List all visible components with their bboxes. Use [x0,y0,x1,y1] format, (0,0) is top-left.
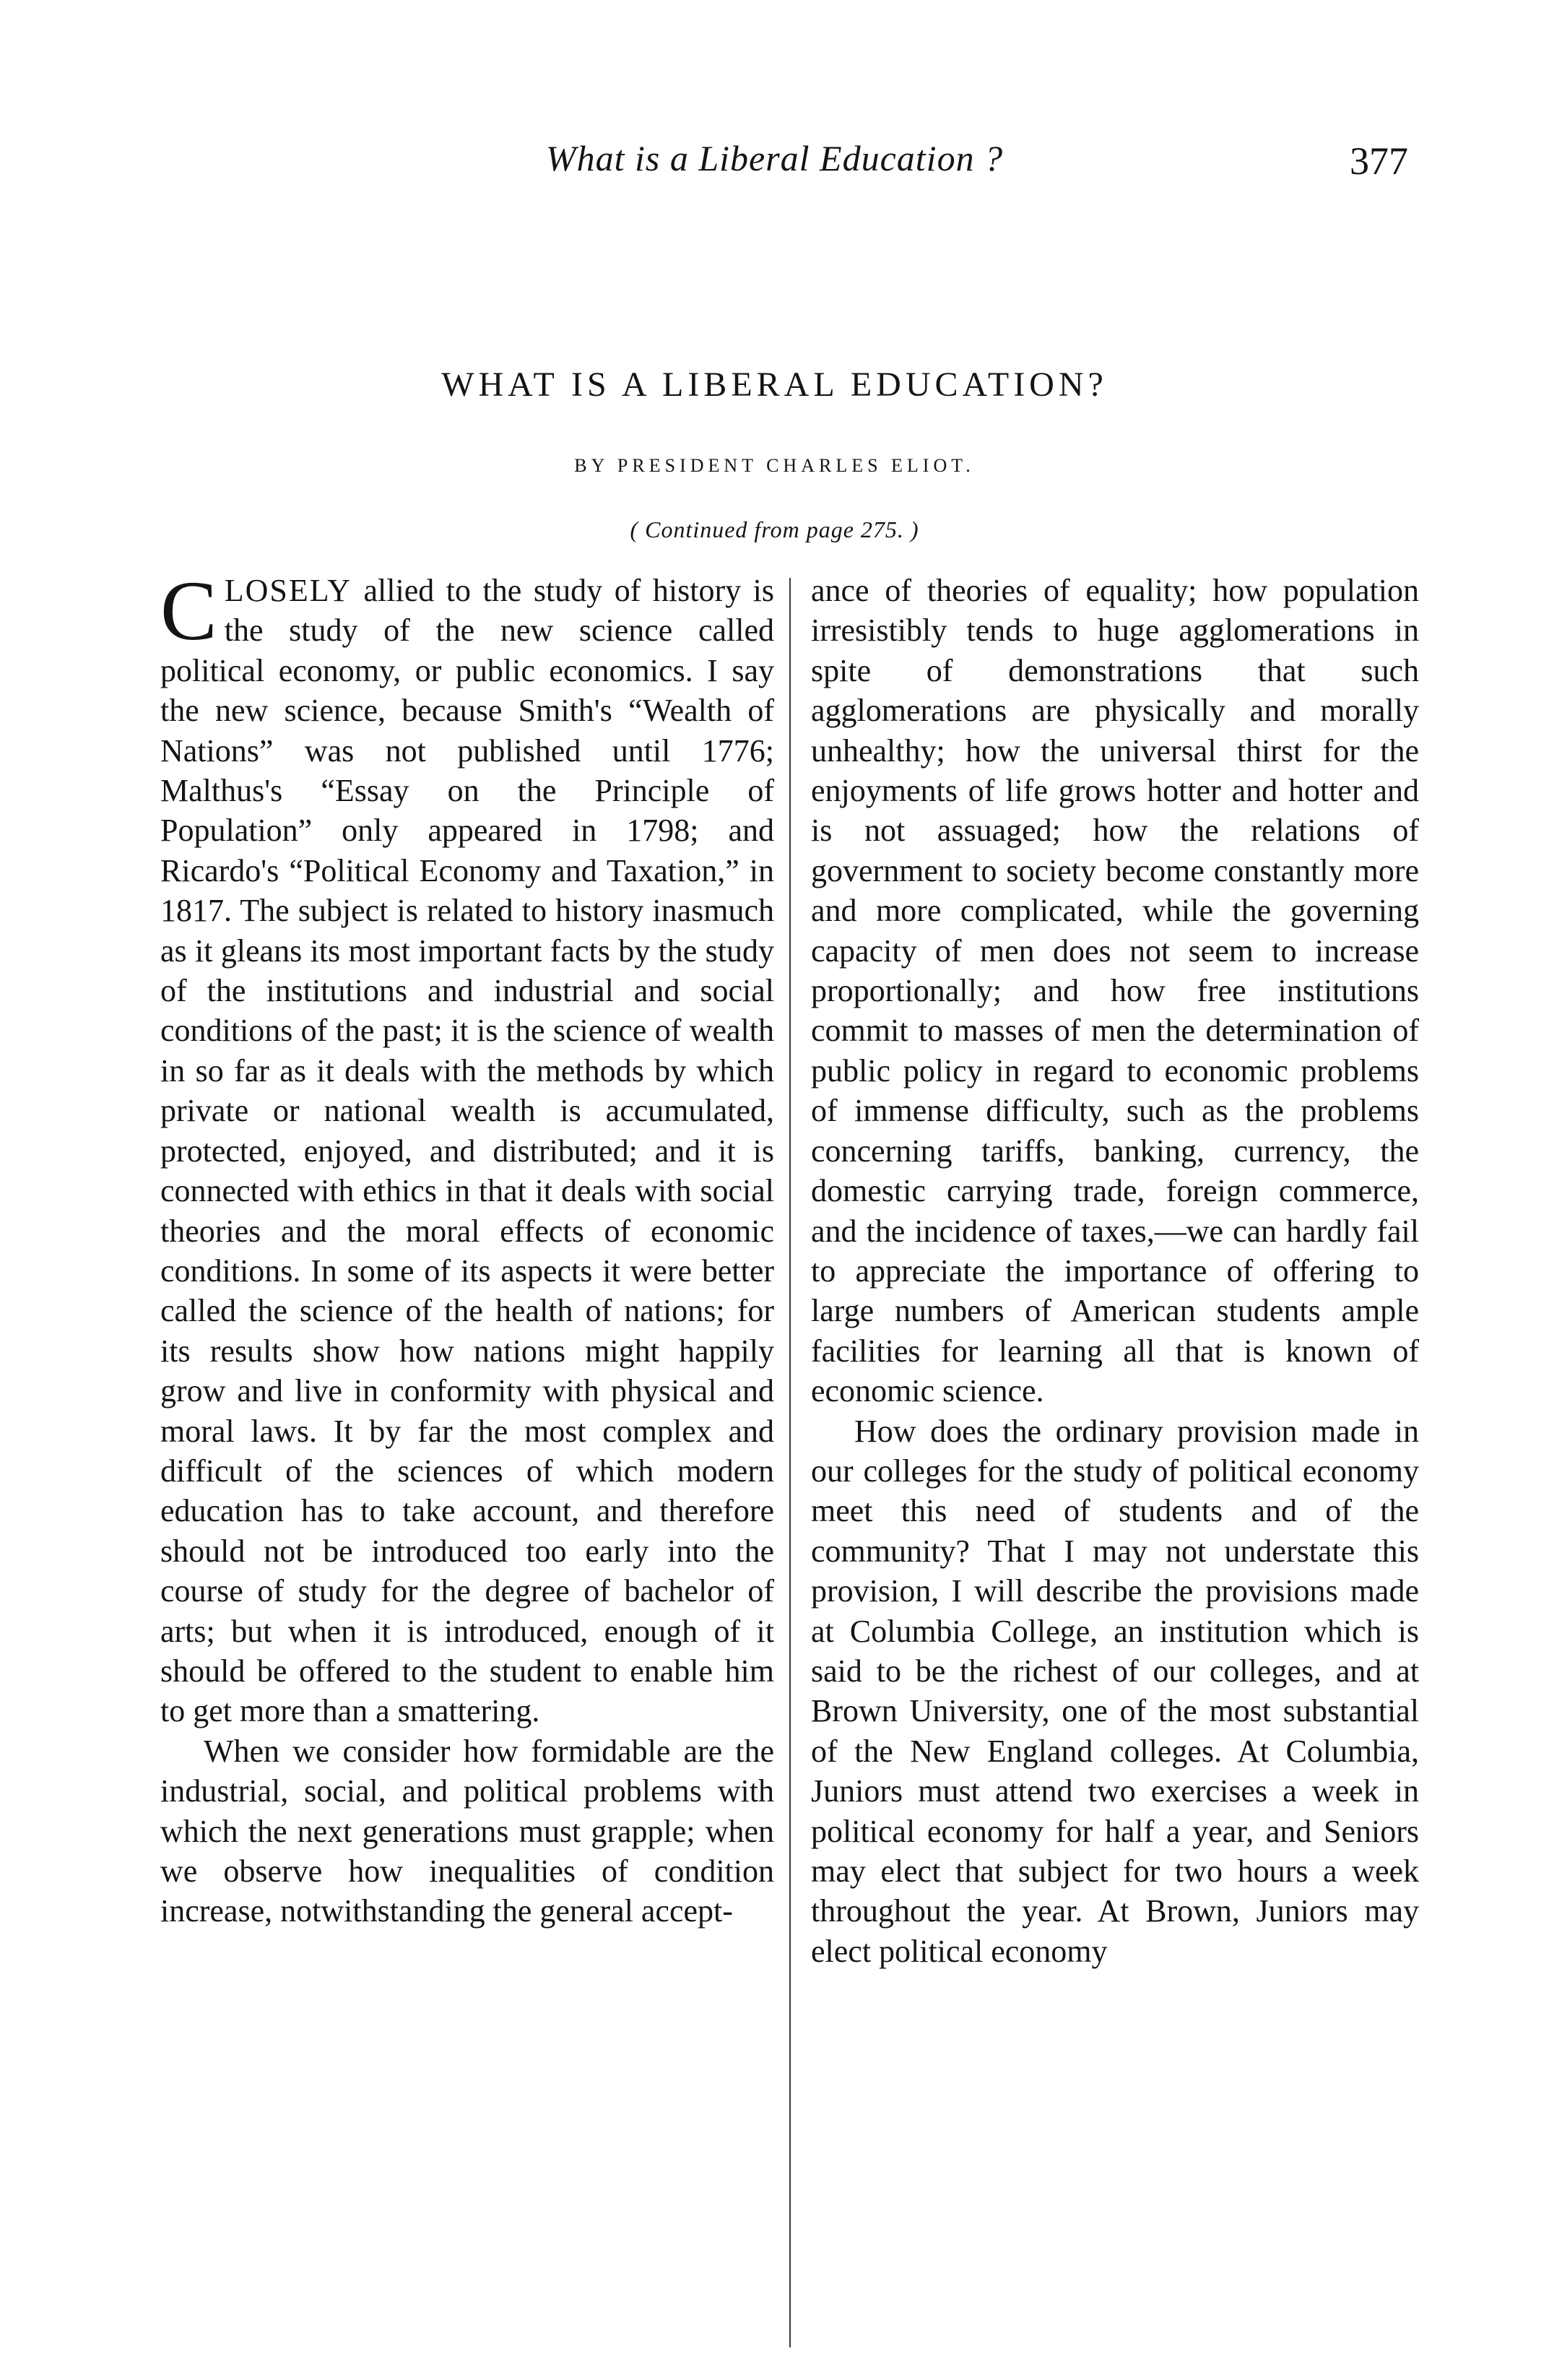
article-title: WHAT IS A LIBERAL EDUCATION? [441,365,1108,404]
byline: BY PRESIDENT CHARLES ELIOT. [574,455,975,476]
right-column [811,571,1419,1971]
running-head [0,137,1549,195]
continued-note: ( Continued from page 275. ) [630,516,919,542]
drop-cap: C [160,563,217,658]
paragraph [160,563,774,1731]
opening-small-caps: LOSELY [224,573,352,608]
paragraph: ance of theories of equality; how population irresistibly tends to huge agglomerations in spite of demonstrations that such agglomerations are physically and morally unhealthy; how the universal thirst for the enjoyments of life grows hotter and hotter and is not assuaged; how the relations of government to society become constantly more and more complicated, while the governing capacity of men does not seem to increase proportionally; and how free institutions commit to masses of men the determination of public policy in regard to economic problems of immense difficulty, such as the problems concerning tariffs, banking, currency, the domestic carrying trade, foreign commerce, and the incidence of taxes,—we can hardly fail to appreciate the importance of offering to large numbers of American students ample facilities for learning all that is known of economic science. [811,573,1419,1409]
page-number: 377 [1350,139,1408,183]
paragraph: When we consider how formidable are the industrial, social, and political problems with which the next generations must grapple; when we observe how inequalities of condition increase, notwithstanding the general accept- [160,1733,774,1929]
column-divider [789,578,791,2347]
paragraph-text: allied to the study of history is the study of the new science called political economy, or public economics. I say the new science, because Smith's “Wealth of Nations” was not published until 1776; Malthus's “Essay on the Principle of Population” only appeared in 1798; and Ricardo's “Political Economy and Taxation,” in 1817. The subject is related to history inasmuch as it gleans its most important facts by the study of the institutions and industrial and social conditions of the past; it is the science of wealth in so far as it deals with the methods by which private or national wealth is accumulated, protected, enjoyed, and distributed; and it is connected with ethics in that it deals with social theories and the moral effects of economic conditions. In some of its aspects it were better called the science of the health of nations; for its results show how nations might happily grow and live in conformity with physical and moral laws. It by far the most complex and difficult of the sciences of which modern education has to take account, and therefore should not be introduced too early into the course of study for the degree of bachelor of arts; but when it is introduced, enough of it should be offered to the student to enable him to get more than a smattering. [160,573,774,1729]
left-column [160,563,774,1931]
running-head-title: What is a Liberal Education ? [545,138,1004,178]
paragraph: How does the ordinary provision made in our colleges for the study of political economy meet this need of students and of the community? That I may not understate this provision, I will describe the provisions made at Columbia College, an institution which is said to be the richest of our colleges, and at Brown University, one of the most substantial of the New England colleges. At Columbia, Juniors must attend two exercises a week in political economy for half a year, and Seniors may elect that subject for two hours a week throughout the year. At Brown, Juniors may elect political economy [811,1413,1419,1969]
